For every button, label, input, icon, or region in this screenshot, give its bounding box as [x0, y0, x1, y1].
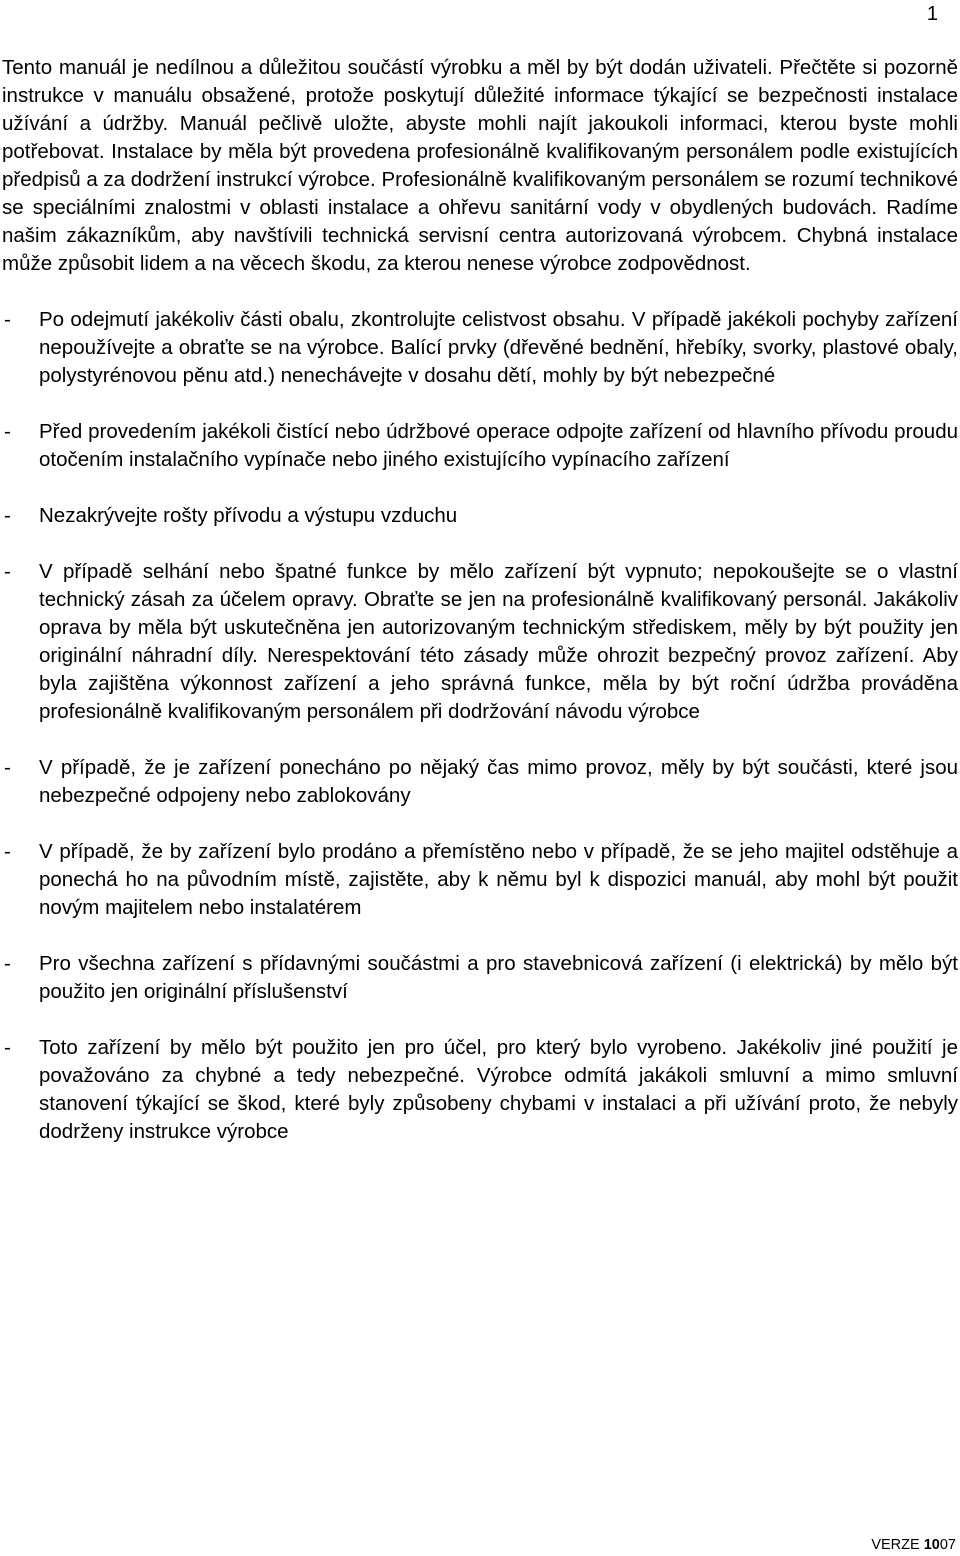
list-item-text: V případě, že je zařízení ponecháno po nějaký čas mimo provoz, měly by být součásti, které jsou nebezpečné odpojeny nebo zablokovány	[39, 756, 958, 807]
list-item-text: V případě selhání nebo špatné funkce by mělo zařízení být vypnuto; nepokoušejte se o vlastní technický zásah za účelem opravy. Obraťte se jen na profesionálně kvalifikovaný personál. Jakákoliv oprava by měla být uskutečněna jen autorizovaným technickým střediskem, měly by být použity jen originální náhradní díly. Nerespektování této zásady může ohrozit bezpečný provoz zařízení. Aby byla zajištěna výkonnost zařízení a jeho správná funkce, měla by být roční údržba prováděna profesionálně kvalifikovaným personálem při dodržování návodu výrobce	[39, 560, 958, 723]
bullet-dash: -	[4, 1036, 11, 1059]
bullet-dash: -	[4, 952, 11, 975]
list-item	[2, 754, 958, 810]
version-number-rest: 07	[939, 1537, 956, 1553]
list-item	[2, 558, 958, 726]
list-item-text: Před provedením jakékoli čistící nebo údržbové operace odpojte zařízení od hlavního přívodu proudu otočením instalačního vypínače nebo jiného existujícího vypínacího zařízení	[39, 420, 958, 471]
list-item-text: Pro všechna zařízení s přídavnými součástmi a pro stavebnicová zařízení (i elektrická) by mělo být použito jen originální příslušenství	[39, 952, 958, 1003]
version-number-bold: 10	[923, 1537, 940, 1553]
list-item-text: V případě, že by zařízení bylo prodáno a přemístěno nebo v případě, že se jeho majitel odstěhuje a ponechá ho na původním místě, zajistěte, aby k němu byl k dispozici manuál, aby mohl být použit novým majitelem nebo instalatérem	[39, 840, 958, 919]
list-item	[2, 502, 958, 530]
list-item	[2, 306, 958, 390]
page-number: 1	[926, 3, 938, 25]
bullet-dash: -	[4, 756, 11, 779]
safety-instructions-list	[2, 306, 958, 1146]
version-footer	[871, 1536, 956, 1554]
bullet-dash: -	[4, 840, 11, 863]
document-body	[2, 54, 958, 1146]
bullet-dash: -	[4, 560, 11, 583]
list-item	[2, 1034, 958, 1146]
intro-paragraph: Tento manuál je nedílnou a důležitou součástí výrobku a měl by být dodán uživateli. Přečtěte si pozorně instrukce v manuálu obsažené, protože poskytují důležité informace týkající se bezpečnosti instalace užívání a údržby. Manuál pečlivě uložte, abyste mohli najít jakoukoli informaci, kterou byste mohli potřebovat. Instalace by měla být provedena profesionálně kvalifikovaným personálem podle existujících předpisů a za dodržení instrukcí výrobce. Profesionálně kvalifikovaným personálem se rozumí technikové se speciálními znalostmi v oblasti instalace a ohřevu sanitární vody v obydlených budovách. Radíme našim zákazníkům, aby navštívili technická servisní centra autorizovaná výrobcem. Chybná instalace může způsobit lidem a na věcech škodu, za kterou nenese výrobce zodpovědnost.	[2, 56, 958, 275]
version-label: VERZE	[871, 1537, 924, 1553]
bullet-dash: -	[4, 420, 11, 443]
list-item-text: Nezakrývejte rošty přívodu a výstupu vzduchu	[39, 504, 458, 527]
list-item	[2, 950, 958, 1006]
bullet-dash: -	[4, 308, 11, 331]
list-item-text: Po odejmutí jakékoliv části obalu, zkontrolujte celistvost obsahu. V případě jakékoli pochyby zařízení nepoužívejte a obraťte se na výrobce. Balící prvky (dřevěné bednění, hřebíky, svorky, plastové obaly, polystyrénovou pěnu atd.) nenechávejte v dosahu dětí, mohly by být nebezpečné	[39, 308, 958, 387]
list-item-text: Toto zařízení by mělo být použito jen pro účel, pro který bylo vyrobeno. Jakékoliv jiné použití je považováno za chybné a tedy nebezpečné. Výrobce odmítá jakákoli smluvní a mimo smluvní stanovení týkající se škod, které byly způsobeny chybami v instalaci a při užívání proto, že nebyly dodrženy instrukce výrobce	[39, 1036, 958, 1143]
list-item	[2, 418, 958, 474]
bullet-dash: -	[4, 504, 11, 527]
list-item	[2, 838, 958, 922]
